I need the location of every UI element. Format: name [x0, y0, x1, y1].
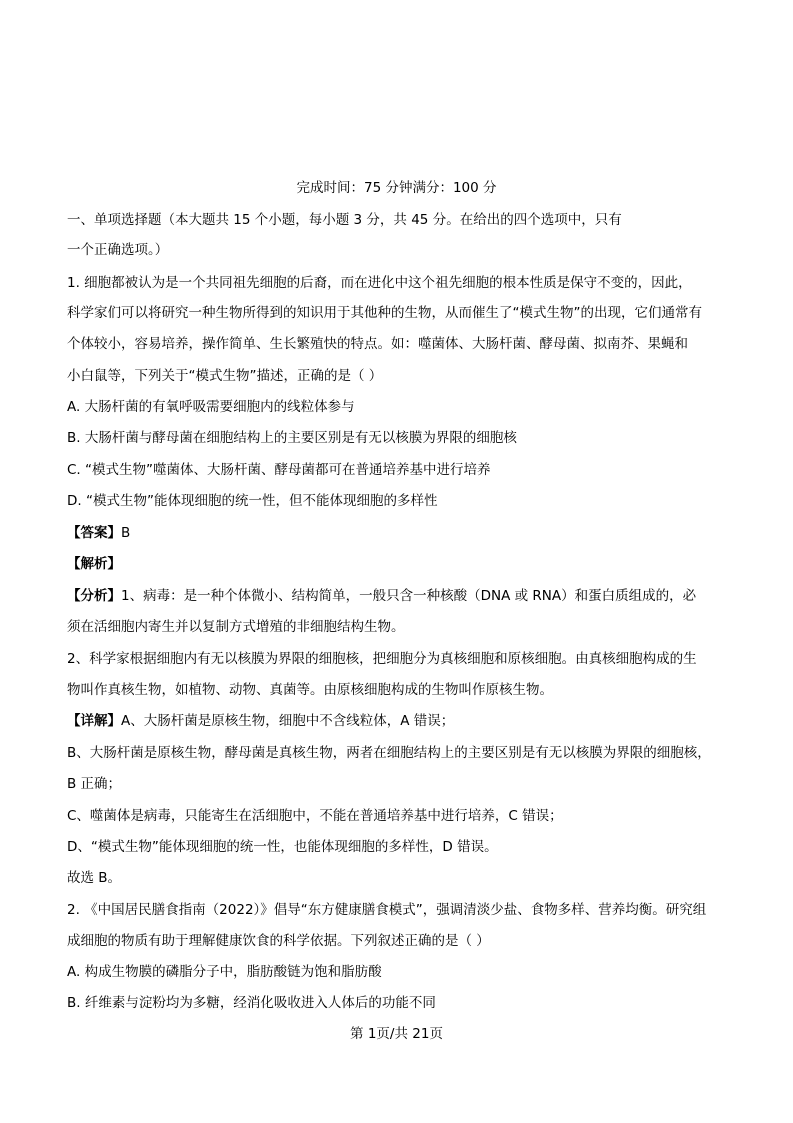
xiangjie-line-5: D、“模式生物”能体现细胞的统一性，也能体现细胞的多样性，D 错误。: [67, 839, 498, 855]
section-title-line-1: 一、单项选择题（本大题共 15 个小题，每小题 3 分，共 45 分。在给出的四个选项中，只有: [67, 212, 622, 228]
xiangjie-line-3: B 正确；: [67, 776, 122, 792]
q1-option-c: C. “模式生物”噬菌体、大肠杆菌、酵母菌都可在普通培养基中进行培养: [67, 462, 491, 478]
exam-time-line: 完成时间：75 分钟满分：100 分: [296, 180, 497, 196]
q1-answer-line: [67, 525, 130, 541]
q1-stem-line-1: 1. 细胞都被认为是一个共同祖先细胞的后裔，而在进化中这个祖先细胞的根本性质是保守不变的，因此，: [67, 275, 692, 291]
fenxi-tag: 【分析】: [67, 588, 121, 604]
answer-tag: 【答案】: [67, 525, 121, 541]
xiangjie-line-2: B、大肠杆菌是原核生物，酵母菌是真核生物，两者在细胞结构上的主要区别是有无以核膜为界限的细胞核，: [67, 745, 711, 761]
analysis-tag: 【解析】: [67, 556, 121, 572]
q1-option-b: B. 大肠杆菌与酵母菌在细胞结构上的主要区别是有无以核膜为界限的细胞核: [67, 430, 517, 446]
q1-stem-line-4: 小白鼠等，下列关于“模式生物”描述，正确的是（ ）: [67, 368, 383, 384]
fenxi-line-3: 2、科学家根据细胞内有无以核膜为界限的细胞核，把细胞分为真核细胞和原核细胞。由真核细胞构成的生: [67, 651, 697, 667]
fenxi-line-1: [67, 588, 696, 604]
xiangjie-line-6: 故选 B。: [67, 870, 122, 886]
q2-stem-line-2: 成细胞的物质有助于理解健康饮食的科学依据。下列叙述正确的是（ ）: [67, 933, 490, 949]
q2-option-a: A. 构成生物膜的磷脂分子中，脂肪酸链为饱和脂肪酸: [67, 964, 382, 980]
q1-option-a: A. 大肠杆菌的有氧呼吸需要细胞内的线粒体参与: [67, 399, 355, 415]
xiangjie-line-4: C、噬菌体是病毒，只能寄生在活细胞中，不能在普通培养基中进行培养，C 错误；: [67, 808, 563, 824]
q2-stem-line-1: 2. 《中国居民膳食指南（2022）》倡导“东方健康膳食模式”，强调清淡少盐、食物多样、营养均衡。研究组: [67, 902, 707, 918]
q1-stem-line-3: 个体较小，容易培养，操作简单、生长繁殖快的特点。如：噬菌体、大肠杆菌、酵母菌、拟南芥、果蝇和: [67, 336, 688, 352]
answer-value: B: [121, 525, 131, 541]
fenxi-line-4: 物叫作真核生物，如植物、动物、真菌等。由原核细胞构成的生物叫作原核生物。: [67, 682, 553, 698]
q1-stem-line-2: 科学家们可以将研究一种生物所得到的知识用于其他种的生物，从而催生了“模式生物”的出现，它们通常有: [67, 305, 702, 321]
xiangjie-text-1: A、大肠杆菌是原核生物，细胞中不含线粒体，A 错误；: [121, 713, 455, 729]
fenxi-line-2: 须在活细胞内寄生并以复制方式增殖的非细胞结构生物。: [67, 619, 405, 635]
q1-option-d: D. “模式生物”能体现细胞的统一性，但不能体现细胞的多样性: [67, 493, 438, 509]
page-number: 第 1页/共 21页: [350, 1026, 443, 1042]
xiangjie-line-1: [67, 713, 454, 729]
xiangjie-tag: 【详解】: [67, 713, 121, 729]
section-title-line-2: 一个正确选项。）: [67, 242, 169, 258]
q2-option-b: B. 纤维素与淀粉均为多糖，经消化吸收进入人体后的功能不同: [67, 995, 436, 1011]
fenxi-text-1: 1、病毒：是一种个体微小、结构简单，一般只含一种核酸（DNA 或 RNA）和蛋白质组成的，必: [121, 588, 697, 604]
